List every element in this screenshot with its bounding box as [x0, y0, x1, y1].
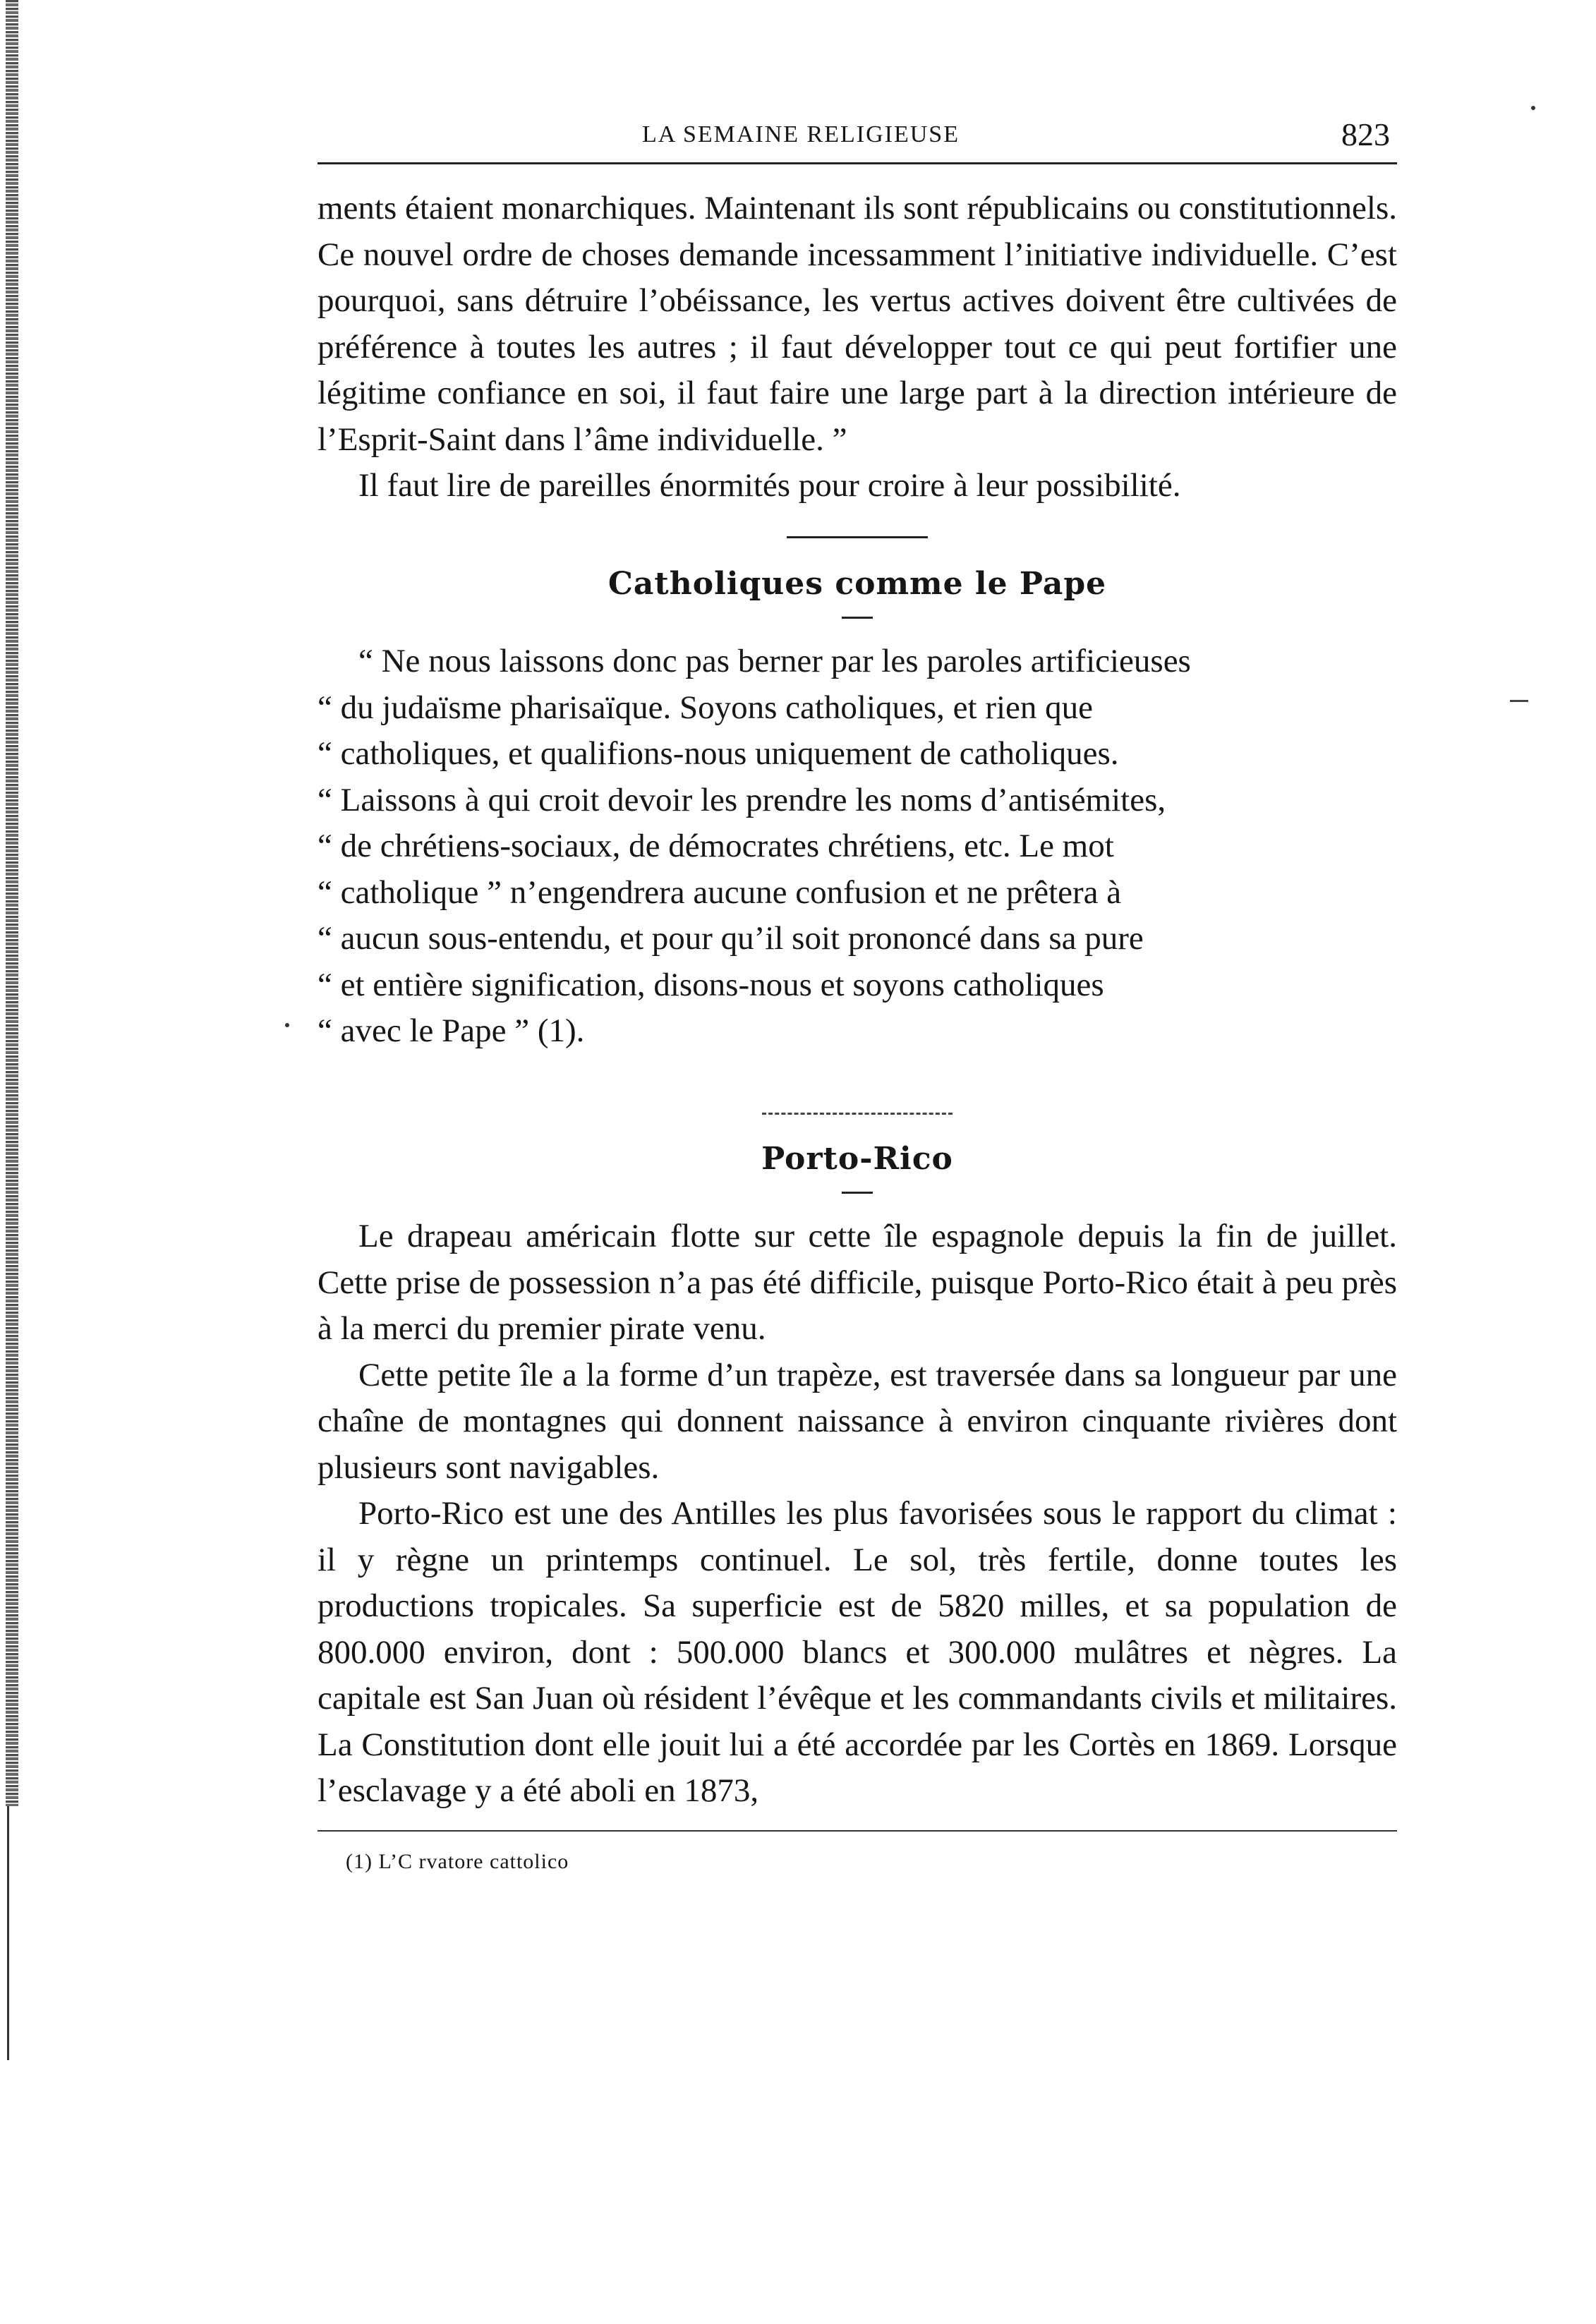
- running-head: [318, 106, 1397, 164]
- speck: [285, 1023, 289, 1027]
- title-rule: [842, 1192, 873, 1194]
- section-title: Porto-Rico: [761, 1140, 953, 1177]
- quote-line: “ catholique ” n’engendrera aucune confusion et ne prêtera à: [318, 873, 1122, 911]
- footnote-rule: [318, 1830, 1397, 1832]
- body-paragraph: Cette petite île a la forme d’un trapèze, est traversée dans sa longueur par une chaîne de montagnes qui donnent naissance à environ cinquante rivières dont plusieurs sont navigables.: [318, 1356, 1397, 1486]
- body-paragraph: Porto-Rico est une des Antilles les plus favorisées sous le rapport du climat : il y règne un printemps continuel. Le sol, très fertile, donne toutes les productions tropicales. Sa superficie est de 5820 milles, et sa population de 800.000 environ, dont : 500.000 blancs et 300.000 mulâtres et nègres. La capitale est San Juan où résident l’évêque et les commandants civils et militaires. La Constitution dont elle jouit lui a été accordée par les Cortès en 1869. Lorsque l’esclavage y a été aboli en 1873,: [318, 1495, 1397, 1809]
- quote-line: “ du judaïsme pharisaïque. Soyons catholiques, et rien que: [318, 689, 1094, 726]
- quote-line: “ avec le Pape ” (1).: [318, 1012, 585, 1049]
- body-text: [318, 186, 1397, 1884]
- intro-paragraph: ments étaient monarchiques. Maintenant ils sont républicains ou constitutionnels. Ce nouvel ordre de choses demande incessamment l’initiative individuelle. C’est pourquoi, sans détruire l’obéissance, les vertus actives doivent être cultivées de préférence à toutes les autres ; il faut développer tout ce qui peut fortifier une légitime confiance en soi, il faut faire une large part à la direction intérieure de l’Esprit-Saint dans l’âme individuelle. ”: [318, 190, 1397, 458]
- section-divider: [787, 536, 928, 538]
- intro-paragraph: Il faut lire de pareilles énormités pour croire à leur possibilité.: [358, 467, 1181, 504]
- page-number: 823: [1341, 116, 1390, 152]
- footnote: (1) L’C rvatore cattolico: [346, 1849, 569, 1873]
- book-page: [318, 106, 1397, 1884]
- quote-line: “ catholiques, et qualifions-nous uniquement de catholiques.: [318, 735, 1119, 772]
- quotation-block: [318, 639, 1397, 1055]
- quote-line: “ Ne nous laissons donc pas berner par les paroles artificieuses: [358, 643, 1191, 679]
- quote-line: “ Laissons à qui croit devoir les prendre les noms d’antisémites,: [318, 781, 1166, 818]
- running-title: LA SEMAINE RELIGIEUSE: [642, 121, 960, 147]
- binding-edge: [6, 0, 18, 1806]
- body-paragraph: Le drapeau américain flotte sur cette île espagnole depuis la fin de juillet. Cette prise de possession n’a pas été difficile, puisque Porto-Rico était à peu près à la merci du premier pirate venu.: [318, 1218, 1397, 1347]
- section-title: Catholiques comme le Pape: [607, 565, 1107, 602]
- title-rule: [842, 617, 873, 619]
- speck: [1531, 106, 1535, 110]
- quote-line: “ de chrétiens-sociaux, de démocrates chrétiens, etc. Le mot: [318, 828, 1114, 864]
- quote-line: “ et entière signification, disons-nous et soyons catholiques: [318, 966, 1104, 1003]
- binding-line: [7, 1806, 9, 2060]
- section-divider: [762, 1113, 953, 1115]
- quote-line: “ aucun sous-entendu, et pour qu’il soit prononcé dans sa pure: [318, 920, 1144, 957]
- margin-mark: [1510, 700, 1528, 702]
